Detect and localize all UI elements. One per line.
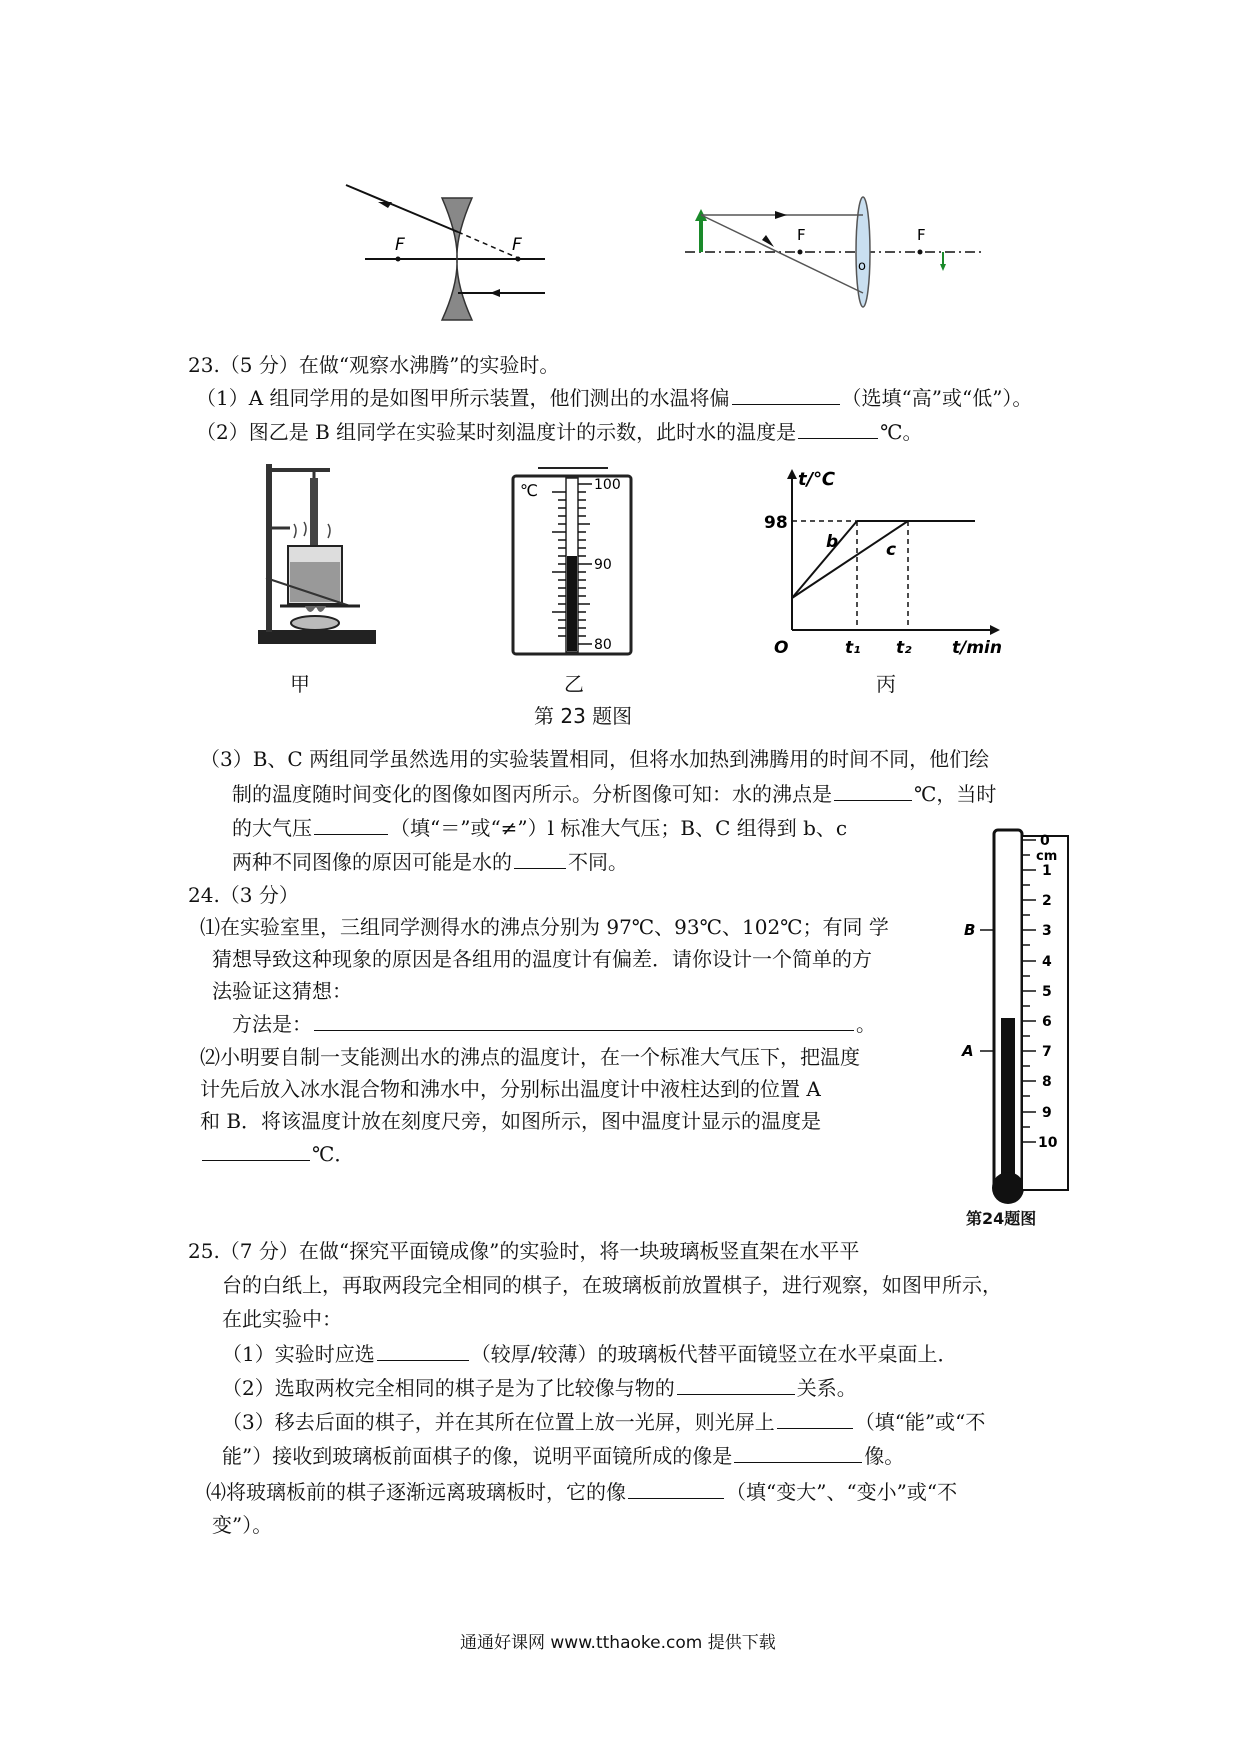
thermometer-tick: 80	[594, 637, 612, 653]
answer-blank[interactable]	[677, 1374, 795, 1395]
q24-title: 24.（3 分）	[188, 883, 299, 907]
q24-part1-line3: 法验证这猜想：	[212, 979, 352, 1003]
focus-label-right: F	[512, 235, 522, 255]
ruler-tick: 2	[1042, 893, 1052, 909]
q24-part1-line4: 方法是： 。	[232, 1012, 876, 1036]
answer-blank[interactable]	[314, 1010, 854, 1031]
graph-xlabel: t/min	[952, 638, 1002, 658]
ruler-tick: 4	[1042, 954, 1052, 970]
focus-label-left: F	[395, 235, 405, 255]
thermometer-unit: ℃	[520, 481, 538, 500]
q25-part1: （1）实验时应选 （较厚/较薄）的玻璃板代替平面镜竖立在水平桌面上．	[222, 1342, 958, 1366]
ruler-tick: 6	[1042, 1014, 1052, 1030]
focus-label-right: F	[917, 226, 926, 244]
q24-part1-line2: 猜想导致这种现象的原因是各组用的温度计有偏差．请你设计一个简单的方	[212, 947, 872, 971]
q25-line3: 在此实验中：	[222, 1307, 342, 1331]
answer-blank[interactable]	[734, 1442, 862, 1463]
q24-part2-line4: ℃．	[200, 1140, 354, 1167]
q23-title: 23.（5 分）在做“观察水沸腾”的实验时。	[188, 353, 560, 377]
q23-part3-line2: 制的温度随时间变化的图像如图丙所示。分析图像可知：水的沸点是 ℃，当时	[232, 782, 997, 806]
q25-part2: （2）选取两枚完全相同的棋子是为了比较像与物的 关系。	[222, 1376, 857, 1400]
thermometer-figure	[508, 462, 638, 657]
q23-part3-line1: （3）B、C 两组同学虽然选用的实验装置相同，但将水加热到沸腾用的时间不同，他们绘	[200, 747, 990, 771]
line-label-b: b	[826, 532, 839, 552]
graph-t1: t₁	[845, 638, 861, 658]
ruler-tick: 5	[1042, 984, 1052, 1000]
ruler-tick: 7	[1042, 1044, 1052, 1060]
concave-lens-figure	[340, 180, 560, 330]
answer-blank[interactable]	[377, 1340, 469, 1361]
q24-part2-line3: 和 B．将该温度计放在刻度尺旁，如图所示，图中温度计显示的温度是	[200, 1109, 822, 1133]
figure-label-jia: 甲	[290, 672, 310, 696]
answer-blank[interactable]	[514, 848, 566, 869]
q23-part2: （2）图乙是 B 组同学在实验某时刻温度计的示数，此时水的温度是 ℃。	[196, 420, 923, 444]
graph-ylabel: t/℃	[798, 469, 835, 490]
mark-b-label: B	[964, 921, 976, 939]
q25-part4-line2: 变”）。	[212, 1513, 273, 1537]
graph-t2: t₂	[896, 638, 912, 658]
thermometer-tick: 90	[594, 557, 612, 573]
q25-part3: （3）移去后面的棋子，并在其所在位置上放一光屏，则光屏上 （填“能”或“不	[222, 1410, 986, 1434]
ruler-tick: 8	[1042, 1074, 1052, 1090]
focus-label-left: F	[797, 226, 806, 244]
answer-blank[interactable]	[628, 1478, 724, 1499]
ruler-tick: 1	[1042, 863, 1052, 879]
answer-blank[interactable]	[798, 418, 878, 439]
answer-blank[interactable]	[314, 814, 388, 835]
figure-caption-24: 第24题图	[966, 1209, 1037, 1228]
q25-line1: 25.（7 分）在做“探究平面镜成像”的实验时，将一块玻璃板竖直架在水平平	[188, 1239, 860, 1263]
figure-caption-23: 第 23 题图	[534, 704, 633, 728]
boiling-apparatus-figure	[250, 458, 390, 658]
ruler-tick: 0	[1040, 833, 1050, 849]
answer-blank[interactable]	[732, 384, 840, 405]
q25-part4: ⑷将玻璃板前的棋子逐渐远离玻璃板时，它的像 （填“变大”、“变小”或“不	[206, 1480, 958, 1504]
ruler-tick: 10	[1038, 1135, 1058, 1151]
q24-part1-line1: ⑴在实验室里，三组同学测得水的沸点分别为 97℃、93℃、102℃；有同 学	[200, 915, 889, 939]
q23-part3-line3: 的大气压 （填“＝”或“≠”）l 标准大气压；B、C 组得到 b、c	[232, 816, 848, 840]
ruler-tick: 9	[1042, 1105, 1052, 1121]
answer-blank[interactable]	[202, 1140, 310, 1161]
optical-center-label: o	[858, 259, 866, 274]
figure-label-yi: 乙	[564, 672, 584, 696]
q25-line2: 台的白纸上，再取两段完全相同的棋子，在玻璃板前放置棋子，进行观察，如图甲所示，	[222, 1273, 1002, 1297]
figure-label-bing: 丙	[876, 672, 896, 696]
thermometer-tick: 100	[594, 477, 621, 493]
q24-part2-line1: ⑵小明要自制一支能测出水的沸点的温度计，在一个标准大气压下，把温度	[200, 1045, 860, 1069]
page-footer: 通通好课网 www.tthaoke.com 提供下载	[460, 1633, 776, 1653]
q23-part3-line4: 两种不同图像的原因可能是水的 不同。	[232, 850, 628, 874]
ruler-tick: 3	[1042, 923, 1052, 939]
q23-part1: （1）A 组同学用的是如图甲所示装置，他们测出的水温将偏 （选填“高”或“低”）。	[196, 386, 1033, 410]
graph-origin: O	[774, 638, 789, 658]
line-label-c: c	[886, 540, 897, 560]
q25-part3-line2: 能”）接收到玻璃板前面棋子的像，说明平面镜所成的像是 像。	[222, 1444, 905, 1468]
answer-blank[interactable]	[777, 1408, 853, 1429]
q24-part2-line2: 计先后放入冰水混合物和沸水中，分别标出温度计中液柱达到的位置 A	[200, 1077, 821, 1101]
mark-a-label: A	[962, 1042, 974, 1060]
temperature-time-graph	[760, 465, 1020, 665]
convex-lens-figure	[680, 195, 990, 325]
ruler-unit: cm	[1036, 849, 1058, 864]
ruler-thermometer-figure	[960, 818, 1070, 1220]
answer-blank[interactable]	[834, 780, 912, 801]
graph-y98: 98	[764, 513, 788, 533]
